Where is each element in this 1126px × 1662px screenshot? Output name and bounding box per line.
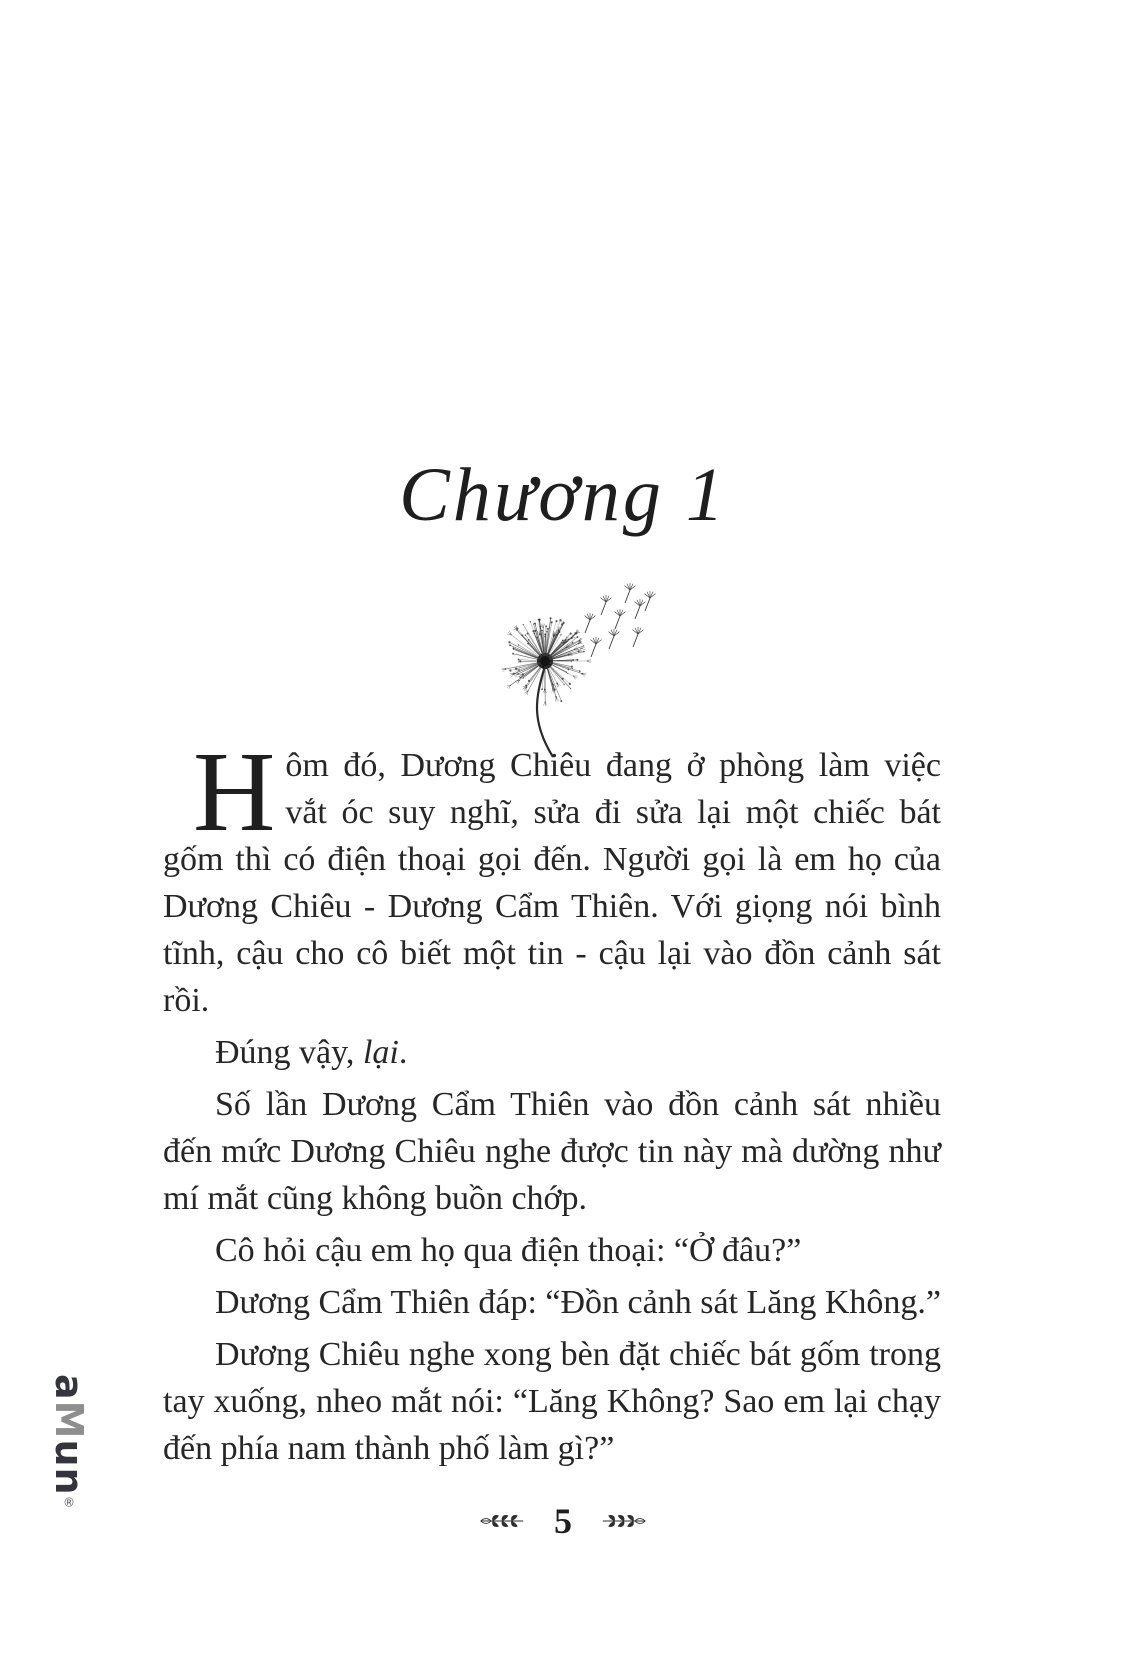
registered-mark: ® xyxy=(62,1495,76,1511)
logo-letter: M xyxy=(47,1400,91,1440)
paragraph xyxy=(163,1029,941,1076)
emphasized-word: lại xyxy=(362,1034,399,1071)
paragraph: Dương Cẩm Thiên đáp: “Đồn cảnh sát Lăng Không.” xyxy=(215,1284,942,1321)
paragraph-text: Đúng vậy, xyxy=(215,1034,363,1071)
paragraph xyxy=(163,728,941,1024)
paragraph: Cô hỏi cậu em họ qua điện thoại: “Ở đâu?” xyxy=(215,1232,802,1269)
drop-cap: H xyxy=(193,728,276,855)
paragraph: Dương Chiêu nghe xong bèn đặt chiếc bát gốm trong tay xuống, nheo mắt nói: “Lăng Không? Sao em lại chạy đến phía nam thành phố làm gì?” xyxy=(163,1336,941,1467)
leaf-sprig-left-icon xyxy=(480,1512,524,1530)
paragraph-text: ôm đó, Dương Chiêu đang ở phòng làm việc vắt óc suy nghĩ, sửa đi sửa lại một chiếc bát gốm thì có điện thoại gọi đến. Người gọi là em họ của Dương Chiêu - Dương Cẩm Thiên. Với giọng nói bình tĩnh, cậu cho cô biết một tin - cậu lại vào đồn cảnh sát rồi. xyxy=(163,747,941,1019)
paragraph: Số lần Dương Cẩm Thiên vào đồn cảnh sát nhiều đến mức Dương Chiêu nghe được tin này mà dường như mí mắt cũng không buồn chớp. xyxy=(163,1086,941,1217)
leaf-sprig-right-icon xyxy=(602,1512,646,1530)
chapter-title: Chương 1 xyxy=(399,453,727,537)
logo-letter: a xyxy=(47,1374,91,1401)
logo-letter: un xyxy=(47,1439,91,1496)
page-footer xyxy=(0,1500,1126,1542)
page-number: 5 xyxy=(554,1501,572,1541)
publisher-logo xyxy=(47,1374,91,1511)
paragraph-text: . xyxy=(398,1034,408,1071)
dandelion-illustration xyxy=(478,568,674,760)
body-text xyxy=(163,728,942,1477)
